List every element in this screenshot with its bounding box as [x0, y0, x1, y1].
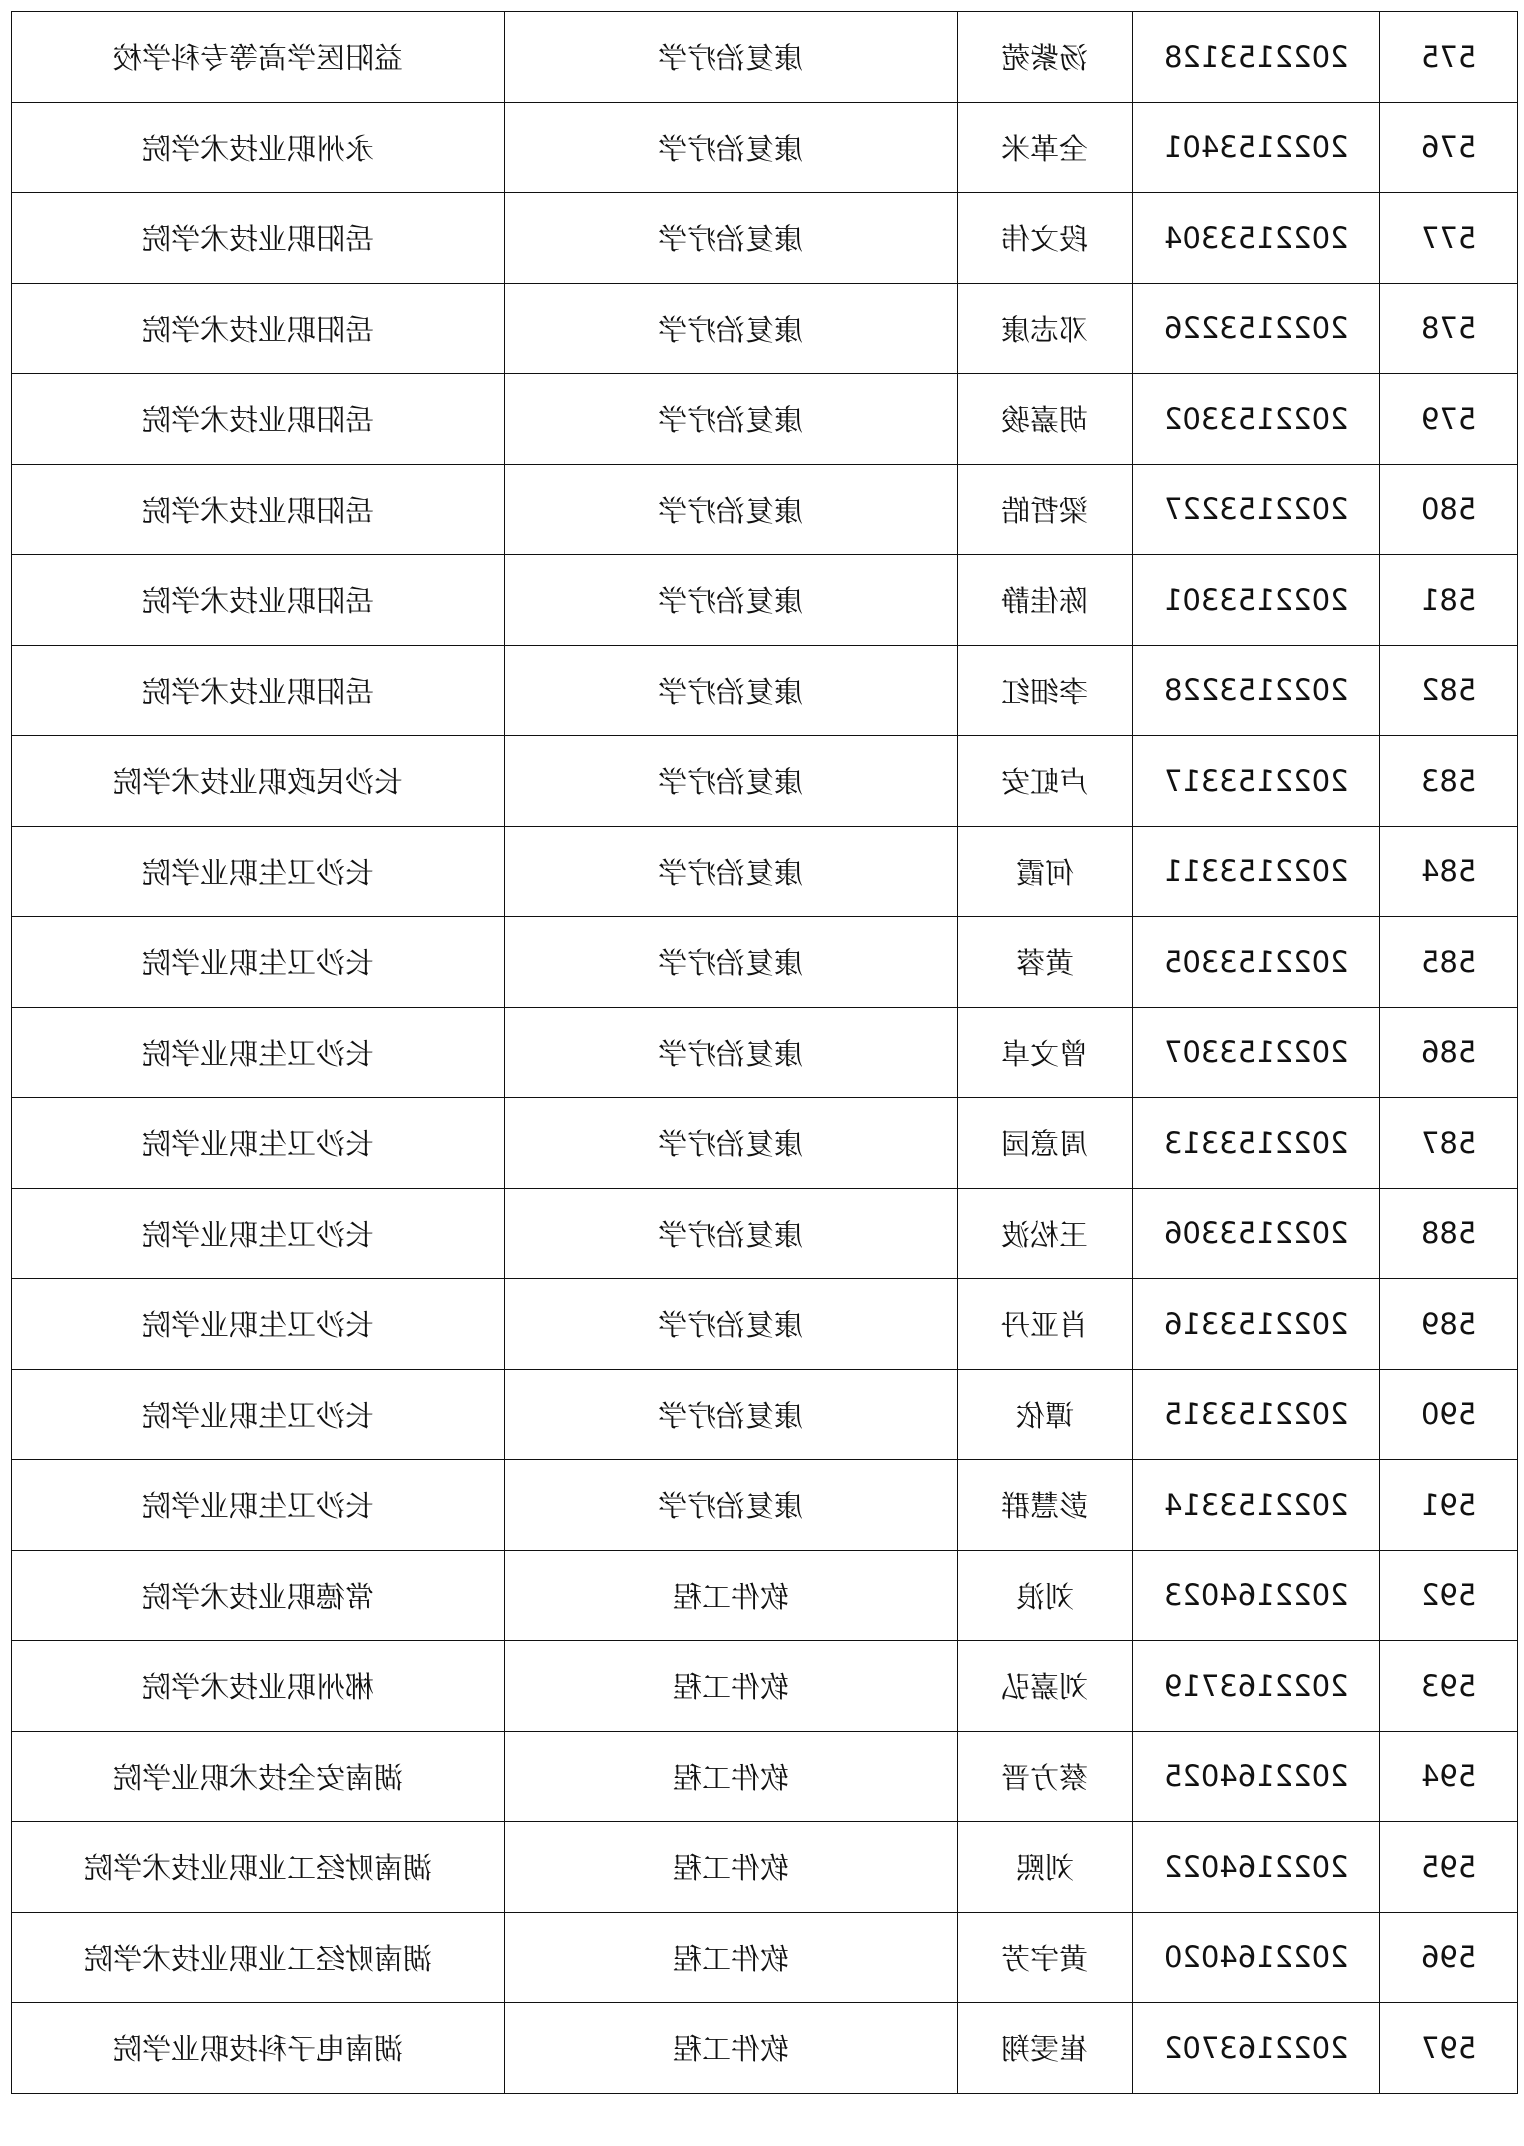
row-number-cell [1380, 1007, 1518, 1098]
major-cell-text: 康复治疗学 [658, 403, 804, 438]
row-number-cell-text: 587 [1420, 1125, 1477, 1160]
student-name-cell-text: 黄蓉 [1015, 946, 1074, 981]
major-cell [505, 1822, 958, 1913]
student-name-cell-text: 汤紫菀 [1001, 41, 1089, 76]
major-cell-text: 软件工程 [672, 2032, 789, 2067]
major-cell [505, 2003, 958, 2094]
school-cell-text: 岳阳职业技术学院 [141, 493, 374, 528]
school-cell-text: 常德职业技术学院 [141, 1579, 374, 1614]
table-row [12, 555, 1518, 646]
student-id-cell-text: 2022153307 [1163, 1035, 1349, 1070]
major-cell [505, 1188, 958, 1279]
major-cell [505, 1912, 958, 2003]
major-cell-text: 康复治疗学 [658, 1308, 804, 1343]
student-name-cell [958, 1279, 1133, 1370]
student-id-cell-text: 2022153228 [1163, 673, 1349, 708]
school-cell [12, 464, 505, 555]
major-cell-text: 康复治疗学 [658, 222, 804, 257]
student-id-cell-text: 2022153317 [1163, 763, 1349, 798]
student-id-cell-text: 2022164025 [1163, 1759, 1349, 1794]
student-name-cell-text: 蔡方晋 [1001, 1760, 1089, 1795]
student-id-cell [1133, 555, 1380, 646]
row-number-cell [1380, 1369, 1518, 1460]
row-number-cell [1380, 1822, 1518, 1913]
student-name-cell [958, 1550, 1133, 1641]
student-name-cell [958, 193, 1133, 284]
school-cell [12, 1007, 505, 1098]
school-cell [12, 374, 505, 465]
major-cell-text: 康复治疗学 [658, 131, 804, 166]
school-cell [12, 1912, 505, 2003]
student-id-cell-text: 2022164022 [1163, 1849, 1349, 1884]
row-number-cell [1380, 826, 1518, 917]
table-row [12, 1279, 1518, 1370]
school-cell-text: 长沙卫生职业学院 [141, 1308, 374, 1343]
student-id-cell [1133, 464, 1380, 555]
school-cell-text: 益阳医学高等专科学校 [112, 41, 403, 76]
student-name-cell-text: 黄宇芳 [1001, 1941, 1089, 1976]
student-name-cell [958, 12, 1133, 103]
row-number-cell [1380, 1460, 1518, 1551]
major-cell-text: 康复治疗学 [658, 312, 804, 347]
row-number-cell-text: 576 [1420, 130, 1477, 165]
student-name-cell [958, 1912, 1133, 2003]
school-cell [12, 1460, 505, 1551]
student-name-cell-text: 彭慧群 [1001, 1489, 1089, 1524]
table-row [12, 1369, 1518, 1460]
student-name-cell [958, 374, 1133, 465]
major-cell [505, 1641, 958, 1732]
table-row [12, 283, 1518, 374]
student-id-cell [1133, 1641, 1380, 1732]
school-cell [12, 2003, 505, 2094]
student-id-cell [1133, 645, 1380, 736]
major-cell-text: 康复治疗学 [658, 584, 804, 619]
row-number-cell [1380, 374, 1518, 465]
student-id-cell [1133, 826, 1380, 917]
student-id-cell-text: 2022153311 [1163, 854, 1349, 889]
row-number-cell [1380, 1731, 1518, 1822]
student-name-cell-text: 曾文卓 [1001, 1036, 1089, 1071]
row-number-cell-text: 575 [1420, 39, 1477, 74]
student-id-cell [1133, 283, 1380, 374]
major-cell-text: 康复治疗学 [658, 1217, 804, 1252]
row-number-cell [1380, 193, 1518, 284]
student-id-cell [1133, 1460, 1380, 1551]
row-number-cell-text: 582 [1420, 673, 1477, 708]
student-id-cell [1133, 2003, 1380, 2094]
student-name-cell [958, 1369, 1133, 1460]
major-cell [505, 102, 958, 193]
student-name-cell [958, 826, 1133, 917]
student-name-cell-text: 王松波 [1001, 1217, 1089, 1252]
student-id-cell-text: 2022163719 [1163, 1668, 1349, 1703]
major-cell-text: 康复治疗学 [658, 1398, 804, 1433]
row-number-cell [1380, 2003, 1518, 2094]
school-cell-text: 永州职业技术学院 [141, 131, 374, 166]
row-number-cell-text: 593 [1420, 1668, 1477, 1703]
row-number-cell [1380, 1098, 1518, 1189]
major-cell [505, 917, 958, 1008]
student-name-cell [958, 102, 1133, 193]
row-number-cell-text: 590 [1420, 1397, 1477, 1432]
student-id-cell [1133, 1912, 1380, 2003]
student-name-cell [958, 1731, 1133, 1822]
student-id-cell-text: 2022153128 [1163, 39, 1349, 74]
student-id-cell [1133, 736, 1380, 827]
major-cell-text: 康复治疗学 [658, 1127, 804, 1162]
student-id-cell [1133, 102, 1380, 193]
student-name-cell-text: 崔雯翔 [1001, 2032, 1089, 2067]
school-cell-text: 长沙卫生职业学院 [141, 1127, 374, 1162]
student-id-cell-text: 2022153305 [1163, 944, 1349, 979]
student-name-cell [958, 1007, 1133, 1098]
student-name-cell [958, 464, 1133, 555]
table-row [12, 193, 1518, 284]
major-cell [505, 645, 958, 736]
row-number-cell [1380, 283, 1518, 374]
school-cell-text: 长沙卫生职业学院 [141, 855, 374, 890]
table-row [12, 1188, 1518, 1279]
school-cell-text: 长沙卫生职业学院 [141, 1036, 374, 1071]
student-id-cell [1133, 374, 1380, 465]
student-name-cell [958, 1641, 1133, 1732]
student-id-cell [1133, 1822, 1380, 1913]
row-number-cell [1380, 917, 1518, 1008]
student-id-cell [1133, 917, 1380, 1008]
row-number-cell-text: 577 [1420, 220, 1477, 255]
school-cell-text: 长沙卫生职业学院 [141, 1489, 374, 1524]
student-id-cell [1133, 1731, 1380, 1822]
row-number-cell [1380, 464, 1518, 555]
school-cell-text: 湖南安全技术职业学院 [112, 1760, 403, 1795]
row-number-cell [1380, 1279, 1518, 1370]
school-cell-text: 岳阳职业技术学院 [141, 674, 374, 709]
student-name-cell-text: 刘熙 [1015, 1851, 1074, 1886]
school-cell-text: 湖南财经工业职业技术学院 [83, 1851, 432, 1886]
row-number-cell [1380, 102, 1518, 193]
row-number-cell-text: 579 [1420, 401, 1477, 436]
row-number-cell-text: 584 [1420, 854, 1477, 889]
student-name-cell-text: 肖亚丹 [1001, 1308, 1089, 1343]
student-id-cell-text: 2022163702 [1163, 2030, 1349, 2065]
school-cell-text: 郴州职业技术学院 [141, 1670, 374, 1705]
school-cell-text: 长沙卫生职业学院 [141, 946, 374, 981]
major-cell [505, 826, 958, 917]
student-id-cell-text: 2022164020 [1163, 1940, 1349, 1975]
student-name-cell [958, 1188, 1133, 1279]
major-cell-text: 软件工程 [672, 1760, 789, 1795]
table-row [12, 1550, 1518, 1641]
major-cell-text: 康复治疗学 [658, 1036, 804, 1071]
student-id-cell [1133, 1279, 1380, 1370]
major-cell-text: 软件工程 [672, 1579, 789, 1614]
student-id-cell-text: 2022153306 [1163, 1216, 1349, 1251]
roster-body [12, 12, 1518, 2094]
school-cell-text: 岳阳职业技术学院 [141, 403, 374, 438]
row-number-cell [1380, 645, 1518, 736]
major-cell [505, 1098, 958, 1189]
student-name-cell-text: 何霞 [1015, 855, 1074, 890]
major-cell [505, 464, 958, 555]
major-cell-text: 康复治疗学 [658, 41, 804, 76]
school-cell [12, 1369, 505, 1460]
student-id-cell [1133, 193, 1380, 284]
row-number-cell-text: 595 [1420, 1849, 1477, 1884]
student-id-cell [1133, 12, 1380, 103]
student-name-cell-text: 胡嘉骏 [1001, 403, 1089, 438]
school-cell-text: 岳阳职业技术学院 [141, 222, 374, 257]
school-cell [12, 645, 505, 736]
row-number-cell-text: 591 [1420, 1487, 1477, 1522]
table-row [12, 1007, 1518, 1098]
major-cell-text: 康复治疗学 [658, 674, 804, 709]
school-cell [12, 12, 505, 103]
major-cell [505, 1369, 958, 1460]
major-cell-text: 软件工程 [672, 1851, 789, 1886]
row-number-cell-text: 578 [1420, 311, 1477, 346]
row-number-cell-text: 597 [1420, 2030, 1477, 2065]
table-row [12, 374, 1518, 465]
student-name-cell [958, 283, 1133, 374]
student-id-cell [1133, 1007, 1380, 1098]
student-name-cell-text: 邓志康 [1001, 312, 1089, 347]
table-row [12, 1641, 1518, 1732]
table-row [12, 917, 1518, 1008]
student-id-cell-text: 2022153301 [1163, 582, 1349, 617]
school-cell [12, 1822, 505, 1913]
school-cell [12, 193, 505, 284]
student-name-cell-text: 卢虹安 [1001, 765, 1089, 800]
student-id-cell-text: 2022153226 [1163, 311, 1349, 346]
row-number-cell [1380, 12, 1518, 103]
student-id-cell-text: 2022153227 [1163, 492, 1349, 527]
student-id-cell [1133, 1550, 1380, 1641]
school-cell-text: 长沙卫生职业学院 [141, 1398, 374, 1433]
student-name-cell [958, 1460, 1133, 1551]
major-cell [505, 1279, 958, 1370]
major-cell-text: 康复治疗学 [658, 765, 804, 800]
row-number-cell-text: 581 [1420, 582, 1477, 617]
school-cell [12, 555, 505, 646]
major-cell [505, 1007, 958, 1098]
school-cell-text: 湖南财经工业职业技术学院 [83, 1941, 432, 1976]
student-id-cell-text: 2022153313 [1163, 1125, 1349, 1160]
major-cell [505, 1550, 958, 1641]
school-cell [12, 826, 505, 917]
student-id-cell-text: 2022153401 [1163, 130, 1349, 165]
student-name-cell-text: 梁哲皓 [1001, 493, 1089, 528]
table-row [12, 1822, 1518, 1913]
row-number-cell [1380, 1641, 1518, 1732]
table-row [12, 826, 1518, 917]
row-number-cell [1380, 1550, 1518, 1641]
student-name-cell [958, 917, 1133, 1008]
table-row [12, 2003, 1518, 2094]
major-cell [505, 555, 958, 646]
school-cell-text: 湖南电子科技职业学院 [112, 2032, 403, 2067]
student-name-cell [958, 555, 1133, 646]
row-number-cell-text: 589 [1420, 1306, 1477, 1341]
school-cell [12, 917, 505, 1008]
student-id-cell [1133, 1188, 1380, 1279]
row-number-cell [1380, 1912, 1518, 2003]
row-number-cell [1380, 555, 1518, 646]
table-row [12, 645, 1518, 736]
school-cell-text: 岳阳职业技术学院 [141, 584, 374, 619]
row-number-cell-text: 583 [1420, 763, 1477, 798]
student-name-cell-text: 陈佳静 [1001, 584, 1089, 619]
student-name-cell [958, 2003, 1133, 2094]
major-cell-text: 康复治疗学 [658, 946, 804, 981]
school-cell [12, 102, 505, 193]
row-number-cell-text: 585 [1420, 944, 1477, 979]
school-cell-text: 岳阳职业技术学院 [141, 312, 374, 347]
major-cell [505, 374, 958, 465]
school-cell [12, 1279, 505, 1370]
school-cell [12, 1641, 505, 1732]
major-cell [505, 12, 958, 103]
student-name-cell [958, 645, 1133, 736]
student-name-cell-text: 李细红 [1001, 674, 1089, 709]
school-cell [12, 1550, 505, 1641]
roster-table [11, 11, 1518, 2094]
student-id-cell-text: 2022153314 [1163, 1487, 1349, 1522]
row-number-cell [1380, 1188, 1518, 1279]
major-cell [505, 1460, 958, 1551]
major-cell-text: 康复治疗学 [658, 855, 804, 890]
major-cell [505, 193, 958, 284]
table-row [12, 464, 1518, 555]
table-row [12, 1098, 1518, 1189]
student-id-cell-text: 2022153316 [1163, 1306, 1349, 1341]
row-number-cell-text: 588 [1420, 1216, 1477, 1251]
student-id-cell [1133, 1369, 1380, 1460]
table-row [12, 102, 1518, 193]
major-cell [505, 736, 958, 827]
row-number-cell-text: 592 [1420, 1578, 1477, 1613]
student-id-cell [1133, 1098, 1380, 1189]
row-number-cell-text: 586 [1420, 1035, 1477, 1070]
major-cell-text: 软件工程 [672, 1941, 789, 1976]
student-name-cell-text: 刘嘉弘 [1001, 1670, 1089, 1705]
table-row [12, 1912, 1518, 2003]
row-number-cell-text: 580 [1420, 492, 1477, 527]
student-id-cell-text: 2022164023 [1163, 1578, 1349, 1613]
major-cell [505, 283, 958, 374]
student-id-cell-text: 2022153304 [1163, 220, 1349, 255]
school-cell [12, 736, 505, 827]
student-id-cell-text: 2022153315 [1163, 1397, 1349, 1432]
student-name-cell [958, 736, 1133, 827]
major-cell-text: 软件工程 [672, 1670, 789, 1705]
student-name-cell [958, 1822, 1133, 1913]
student-name-cell-text: 全革米 [1001, 131, 1089, 166]
student-name-cell [958, 1098, 1133, 1189]
major-cell [505, 1731, 958, 1822]
student-name-cell-text: 谭依 [1015, 1398, 1074, 1433]
student-id-cell-text: 2022153302 [1163, 401, 1349, 436]
table-row [12, 1460, 1518, 1551]
table-row [12, 1731, 1518, 1822]
student-name-cell-text: 周意园 [1001, 1127, 1089, 1162]
row-number-cell-text: 596 [1420, 1940, 1477, 1975]
student-name-cell-text: 段文伟 [1001, 222, 1089, 257]
table-row [12, 12, 1518, 103]
row-number-cell-text: 594 [1420, 1759, 1477, 1794]
student-name-cell-text: 刘浪 [1015, 1579, 1074, 1614]
school-cell [12, 1731, 505, 1822]
school-cell [12, 283, 505, 374]
school-cell [12, 1098, 505, 1189]
major-cell-text: 康复治疗学 [658, 1489, 804, 1524]
school-cell-text: 长沙卫生职业学院 [141, 1217, 374, 1252]
major-cell-text: 康复治疗学 [658, 493, 804, 528]
school-cell-text: 长沙民政职业技术学院 [112, 765, 403, 800]
table-row [12, 736, 1518, 827]
row-number-cell [1380, 736, 1518, 827]
school-cell [12, 1188, 505, 1279]
